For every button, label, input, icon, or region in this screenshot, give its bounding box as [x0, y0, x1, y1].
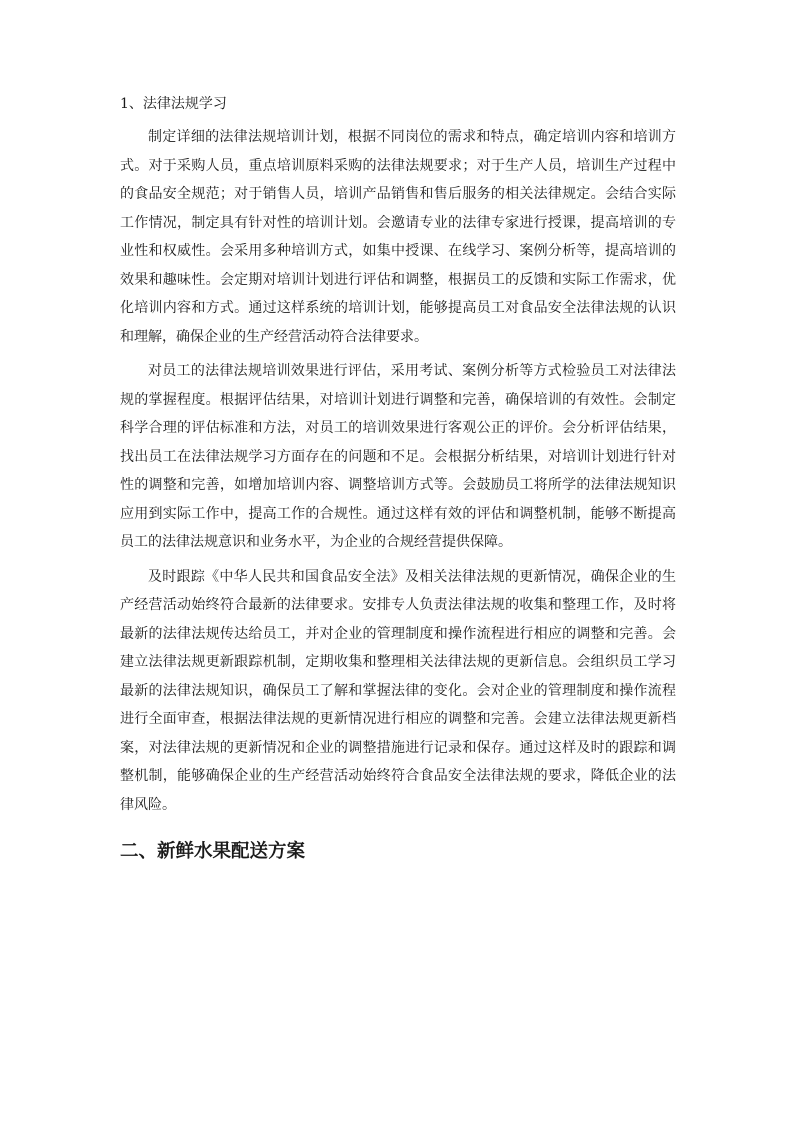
document-body	[120, 91, 676, 867]
paragraph-law-updates: 及时跟踪《中华人民共和国食品安全法》及相关法律法规的更新情况，确保企业的生产经营活动始终符合最新的法律要求。安排专人负责法律法规的收集和整理工作，及时将最新的法律法规传达给员工，并对企业的管理制度和操作流程进行相应的调整和完善。会建立法律法规更新跟踪机制，定期收集和整理相关法律法规的更新信息。会组织员工学习最新的法律法规知识，确保员工了解和掌握法律的变化。会对企业的管理制度和操作流程进行全面审查，根据法律法规的更新情况进行相应的调整和完善。会建立法律法规更新档案，对法律法规的更新情况和企业的调整措施进行记录和保存。通过这样及时的跟踪和调整机制，能够确保企业的生产经营活动始终符合食品安全法律法规的要求，降低企业的法律风险。	[120, 568, 676, 813]
subsection-title: 1、法律法规学习	[120, 96, 227, 112]
paragraph-training-evaluation: 对员工的法律法规培训效果进行评估，采用考试、案例分析等方式检验员工对法律法规的掌握程度。根据评估结果，对培训计划进行调整和完善，确保培训的有效性。会制定科学合理的评估标准和方法，对员工的培训效果进行客观公正的评价。会分析评估结果，找出员工在法律法规学习方面存在的问题和不足。会根据分析结果，对培训计划进行针对性的调整和完善，如增加培训内容、调整培训方式等。会鼓励员工将所学的法律法规知识应用到实际工作中，提高工作的合规性。通过这样有效的评估和调整机制，能够不断提高员工的法律法规意识和业务水平，为企业的合规经营提供保障。	[120, 363, 676, 550]
section-title: 二、新鲜水果配送方案	[120, 841, 306, 862]
paragraph-training-plan: 制定详细的法律法规培训计划，根据不同岗位的需求和特点，确定培训内容和培训方式。对于采购人员，重点培训原料采购的法律法规要求；对于生产人员，培训生产过程中的食品安全规范；对于销售人员，培训产品销售和售后服务的相关法律规定。会结合实际工作情况，制定具有针对性的培训计划。会邀请专业的法律专家进行授课，提高培训的专业性和权威性。会采用多种培训方式，如集中授课、在线学习、案例分析等，提高培训的效果和趣味性。会定期对培训计划进行评估和调整，根据员工的反馈和实际工作需求，优化培训内容和方式。通过这样系统的培训计划，能够提高员工对食品安全法律法规的认识和理解，确保企业的生产经营活动符合法律要求。	[120, 129, 676, 345]
